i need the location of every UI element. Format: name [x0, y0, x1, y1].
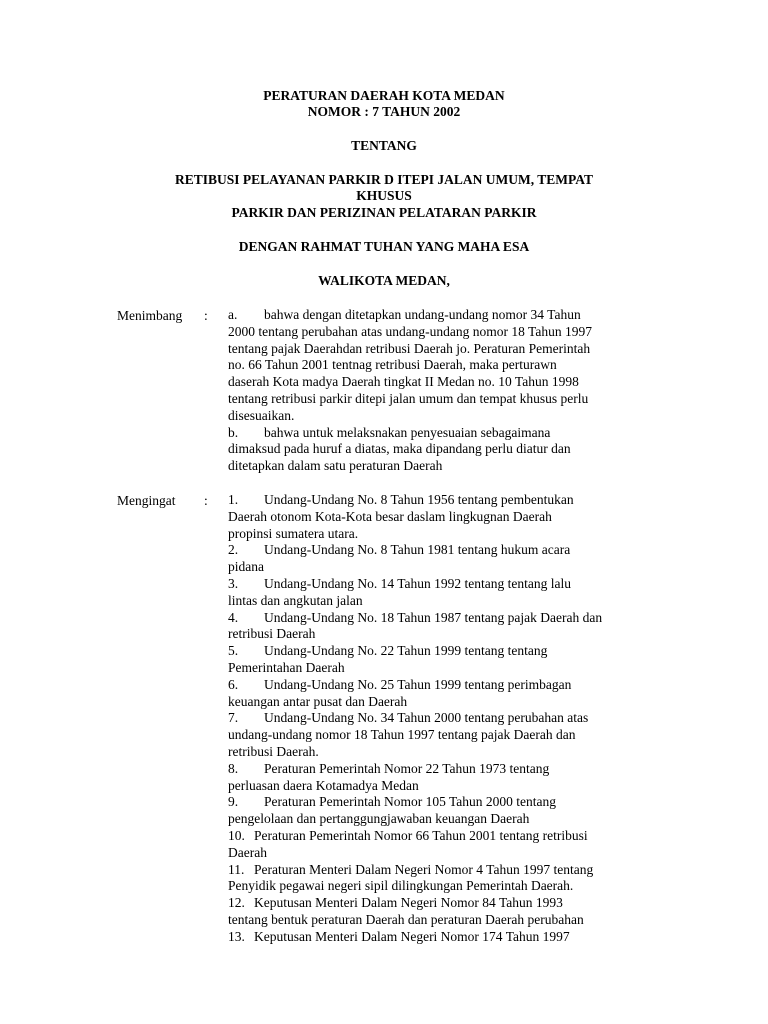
item-text-line: Undang-Undang No. 25 Tahun 1999 tentang perimbagan: [264, 676, 572, 692]
menimbang-colon: :: [204, 308, 208, 323]
item-text-line: Keputusan Menteri Dalam Negeri Nomor 174 Tahun 1997: [254, 928, 570, 944]
mengingat-list: [228, 492, 658, 946]
item-number: a.: [228, 307, 238, 322]
menimbang-item: [228, 425, 658, 475]
item-text-line: bahwa dengan ditetapkan undang-undang nomor 34 Tahun: [264, 307, 581, 322]
item-text-line: Daerah: [228, 844, 267, 860]
item-text-line: Peraturan Pemerintah Nomor 22 Tahun 1973 tentang: [264, 760, 550, 776]
item-text-line: no. 66 Tahun 2001 tentnag retribusi Daerah, maka perturawn: [228, 357, 557, 373]
item-number: 1.: [228, 492, 239, 507]
item-text-line: propinsi sumatera utara.: [228, 525, 359, 541]
mengingat-item: [228, 677, 658, 711]
mengingat-colon: :: [204, 493, 208, 508]
item-text-line: pidana: [228, 559, 264, 575]
mengingat-item: [228, 761, 658, 795]
menimbang-list: [228, 307, 658, 475]
mengingat-item: [228, 710, 658, 760]
item-number: 13.: [228, 928, 245, 944]
item-text-line: Daerah otonom Kota-Kota besar daslam lingkugnan Daerah: [228, 508, 552, 524]
item-text-line: pengelolaan dan pertanggungjawaban keuangan Daerah: [228, 811, 530, 827]
mengingat-item: [228, 929, 658, 946]
item-text-line: keuangan antar pusat dan Daerah: [228, 693, 408, 709]
subject-line3: PARKIR DAN PERIZINAN PELATARAN PARKIR: [231, 205, 537, 220]
item-text-line: lintas dan angkutan jalan: [228, 592, 363, 608]
item-number: 6.: [228, 676, 239, 692]
mengingat-item: [228, 895, 658, 929]
mengingat-label: Mengingat: [117, 493, 176, 508]
item-number: 8.: [228, 760, 239, 776]
item-text-line: retribusi Daerah.: [228, 743, 319, 759]
item-text-line: 2000 tentang perubahan atas undang-undang nomor 18 Tahun 1997: [228, 323, 592, 339]
item-text-line: bahwa untuk melaksnakan penyesuaian sebagaimana: [264, 424, 551, 440]
item-text-line: Undang-Undang No. 8 Tahun 1981 tentang hukum acara: [264, 542, 571, 558]
mengingat-item: [228, 576, 658, 610]
mengingat-item: [228, 862, 658, 896]
item-text-line: undang-undang nomor 18 Tahun 1997 tentang pajak Daerah dan: [228, 727, 576, 743]
item-number: 10.: [228, 827, 245, 843]
mengingat-item: [228, 828, 658, 862]
item-number: 11.: [228, 861, 245, 877]
item-text-line: Undang-Undang No. 8 Tahun 1956 tentang pembentukan: [264, 492, 574, 507]
item-text-line: Peraturan Pemerintah Nomor 66 Tahun 2001 tentang retribusi: [254, 827, 588, 843]
item-text-line: ditetapkan dalam satu peraturan Daerah: [228, 458, 443, 474]
item-number: 9.: [228, 794, 239, 810]
item-text-line: Peraturan Pemerintah Nomor 105 Tahun 2000 tentang: [264, 794, 556, 810]
mengingat-item: [228, 643, 658, 677]
mengingat-item: [228, 794, 658, 828]
subject-line2: KHUSUS: [356, 188, 412, 203]
item-text-line: disesuaikan.: [228, 407, 295, 423]
tentang-heading: TENTANG: [351, 138, 417, 153]
item-text-line: Undang-Undang No. 34 Tahun 2000 tentang perubahan atas: [264, 710, 589, 726]
item-text-line: Undang-Undang No. 22 Tahun 1999 tentang tentang: [264, 643, 548, 659]
menimbang-item: [228, 307, 658, 425]
item-number: 5.: [228, 643, 239, 659]
item-text-line: retribusi Daerah: [228, 626, 316, 642]
item-number: b.: [228, 424, 239, 440]
item-text-line: daserah Kota madya Daerah tingkat II Medan no. 10 Tahun 1998: [228, 374, 579, 390]
item-number: 4.: [228, 609, 239, 625]
item-text-line: perluasan daera Kotamadya Medan: [228, 777, 419, 793]
item-text-line: tentang bentuk peraturan Daerah dan peraturan Daerah perubahan: [228, 911, 584, 927]
walikota-heading: WALIKOTA MEDAN,: [318, 273, 450, 288]
item-text-line: dimaksud pada huruf a diatas, maka dipandang perlu diatur dan: [228, 441, 571, 457]
mengingat-item: [228, 492, 658, 542]
rahmat-heading: DENGAN RAHMAT TUHAN YANG MAHA ESA: [238, 239, 530, 254]
item-number: 7.: [228, 710, 239, 726]
item-number: 12.: [228, 895, 245, 911]
item-text-line: Undang-Undang No. 14 Tahun 1992 tentang tentang lalu: [264, 575, 571, 591]
menimbang-label: Menimbang: [117, 308, 183, 323]
item-text-line: Pemerintahan Daerah: [228, 659, 345, 675]
item-number: 3.: [228, 575, 239, 591]
mengingat-item: [228, 542, 658, 576]
item-text-line: Keputusan Menteri Dalam Negeri Nomor 84 Tahun 1993: [254, 895, 563, 911]
item-text-line: Undang-Undang No. 18 Tahun 1987 tentang pajak Daerah dan: [264, 609, 603, 625]
document-number: NOMOR : 7 TAHUN 2002: [307, 104, 461, 119]
mengingat-item: [228, 610, 658, 644]
item-text-line: Penyidik pegawai negeri sipil dilingkungan Pemerintah Daerah.: [228, 878, 574, 894]
item-number: 2.: [228, 542, 239, 558]
item-text-line: tentang pajak Daerahdan retribusi Daerah jo. Peraturan Pemerintah: [228, 340, 591, 356]
item-text-line: Peraturan Menteri Dalam Negeri Nomor 4 Tahun 1997 tentang: [254, 861, 594, 877]
document-title-line1: PERATURAN DAERAH KOTA MEDAN: [263, 88, 505, 103]
item-text-line: tentang retribusi parkir ditepi jalan umum dan tempat khusus perlu: [228, 390, 589, 406]
subject-line1: RETIBUSI PELAYANAN PARKIR D ITEPI JALAN UMUM, TEMPAT: [174, 172, 594, 187]
